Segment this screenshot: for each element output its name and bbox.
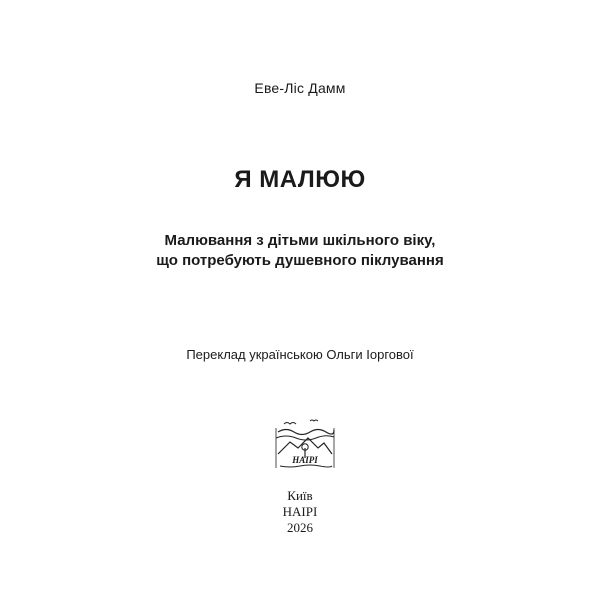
publisher-logo	[274, 414, 336, 470]
subtitle-line-1: Малювання з дітьми шкільного віку,	[164, 232, 436, 249]
translator-credit: Переклад українською Ольги Іоргової	[186, 347, 414, 362]
imprint	[0, 488, 600, 536]
author-name: Еве-Ліс Дамм	[254, 80, 346, 96]
imprint-publisher: НАІРІ	[282, 504, 318, 519]
imprint-city: Київ	[287, 488, 313, 503]
book-title: Я МАЛЮЮ	[234, 166, 366, 193]
book-subtitle	[0, 231, 600, 271]
imprint-year: 2026	[287, 520, 313, 535]
publisher-logo-text: НАІРІ	[292, 455, 318, 465]
publisher-logo-icon	[274, 414, 336, 470]
subtitle-line-2: що потребують душевного піклування	[156, 252, 444, 269]
